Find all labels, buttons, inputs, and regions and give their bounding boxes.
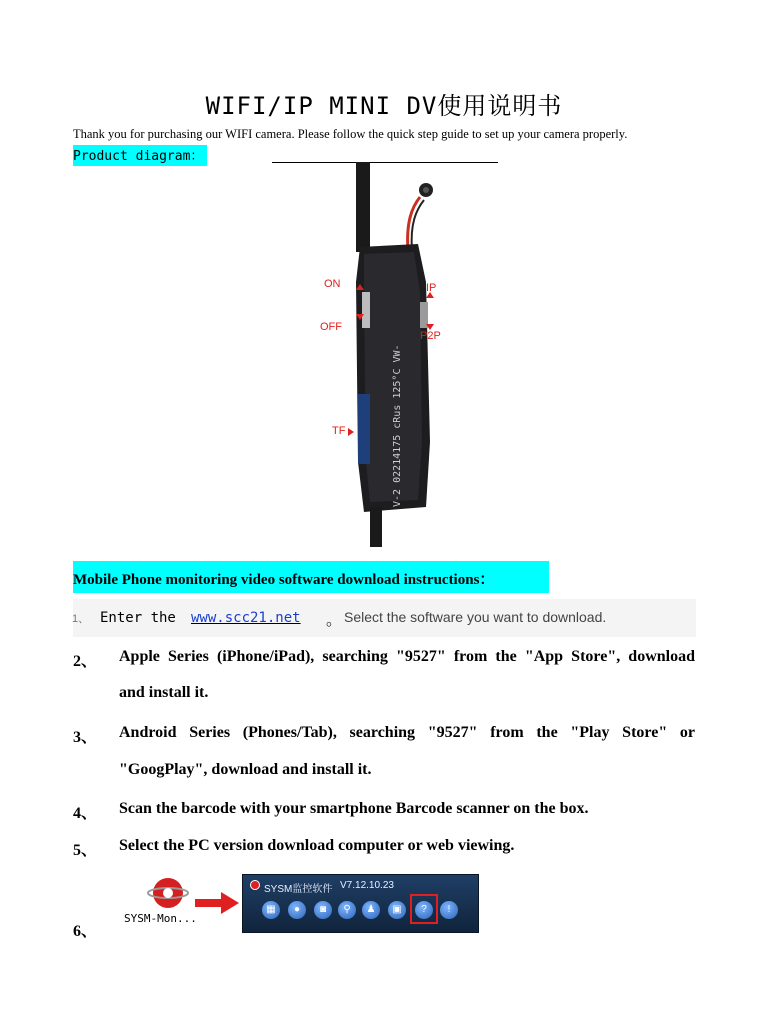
camera-module-image: [320, 162, 460, 547]
step-1-period: 。: [326, 612, 343, 629]
label-tf: TF: [332, 425, 346, 437]
step-5-number: 5、: [73, 842, 98, 859]
camera-icon[interactable]: ◙: [314, 901, 332, 919]
step-1-instruction: Select the software you want to download.: [344, 609, 607, 625]
download-link[interactable]: www.scc21.net: [191, 610, 301, 626]
svg-text:V-2 02214175 cRus 125°C VW-: V-2 02214175 cRus 125°C VW-: [392, 344, 403, 507]
step-4-number: 4、: [73, 805, 98, 822]
step-3-line-1: Android Series (Phones/Tab), searching "9527" from the "Play Store" or: [119, 724, 695, 741]
step-2-line-1: Apple Series (iPhone/iPad), searching "9527" from the "App Store", download: [119, 648, 695, 665]
help-icon[interactable]: ?: [415, 901, 433, 919]
help-highlight-frame: [410, 894, 438, 924]
step-1-text: Enter the: [100, 610, 176, 626]
record-icon[interactable]: ●: [288, 901, 306, 919]
product-diagram: [320, 162, 460, 547]
step-6-number: 6、: [73, 923, 98, 940]
label-ip: IP: [426, 282, 437, 294]
step-2-number: 2、: [73, 653, 98, 670]
page-title: WIFI/IP MINI DV使用说明书: [205, 92, 563, 120]
sysm-logo-label: SYSM-Mon...: [124, 912, 197, 925]
user-icon[interactable]: ♟: [362, 901, 380, 919]
label-on: ON: [324, 278, 341, 290]
product-diagram-heading: Product diagram：: [73, 145, 207, 166]
search-icon[interactable]: ⚲: [338, 901, 356, 919]
step-3-number: 3、: [73, 729, 98, 746]
window-icon[interactable]: ▣: [388, 901, 406, 919]
arrow-right-icon: [195, 890, 240, 916]
step-5-text: Select the PC version download computer or web viewing.: [119, 837, 515, 854]
step-4-text: Scan the barcode with your smartphone Barcode scanner on the box.: [119, 800, 589, 817]
label-p2p: P2P: [420, 330, 441, 342]
toolbar-title: SYSM监控软件: [264, 884, 333, 895]
toolbar-version: V7.12.10.23: [340, 880, 394, 891]
step-2-line-2: and install it.: [119, 684, 209, 701]
label-off: OFF: [320, 321, 342, 333]
app-icon: [250, 880, 260, 890]
step-3-line-2: "GoogPlay", download and install it.: [119, 761, 372, 778]
grid-view-icon[interactable]: ▦: [262, 901, 280, 919]
step-1-number: 1、: [72, 613, 90, 625]
download-heading: Mobile Phone monitoring video software download instructions：: [73, 561, 549, 593]
intro-text: Thank you for purchasing our WIFI camera. Please follow the quick step guide to set up your camera properly.: [73, 127, 628, 141]
sysm-logo-icon: [140, 873, 200, 913]
info-icon[interactable]: !: [440, 901, 458, 919]
